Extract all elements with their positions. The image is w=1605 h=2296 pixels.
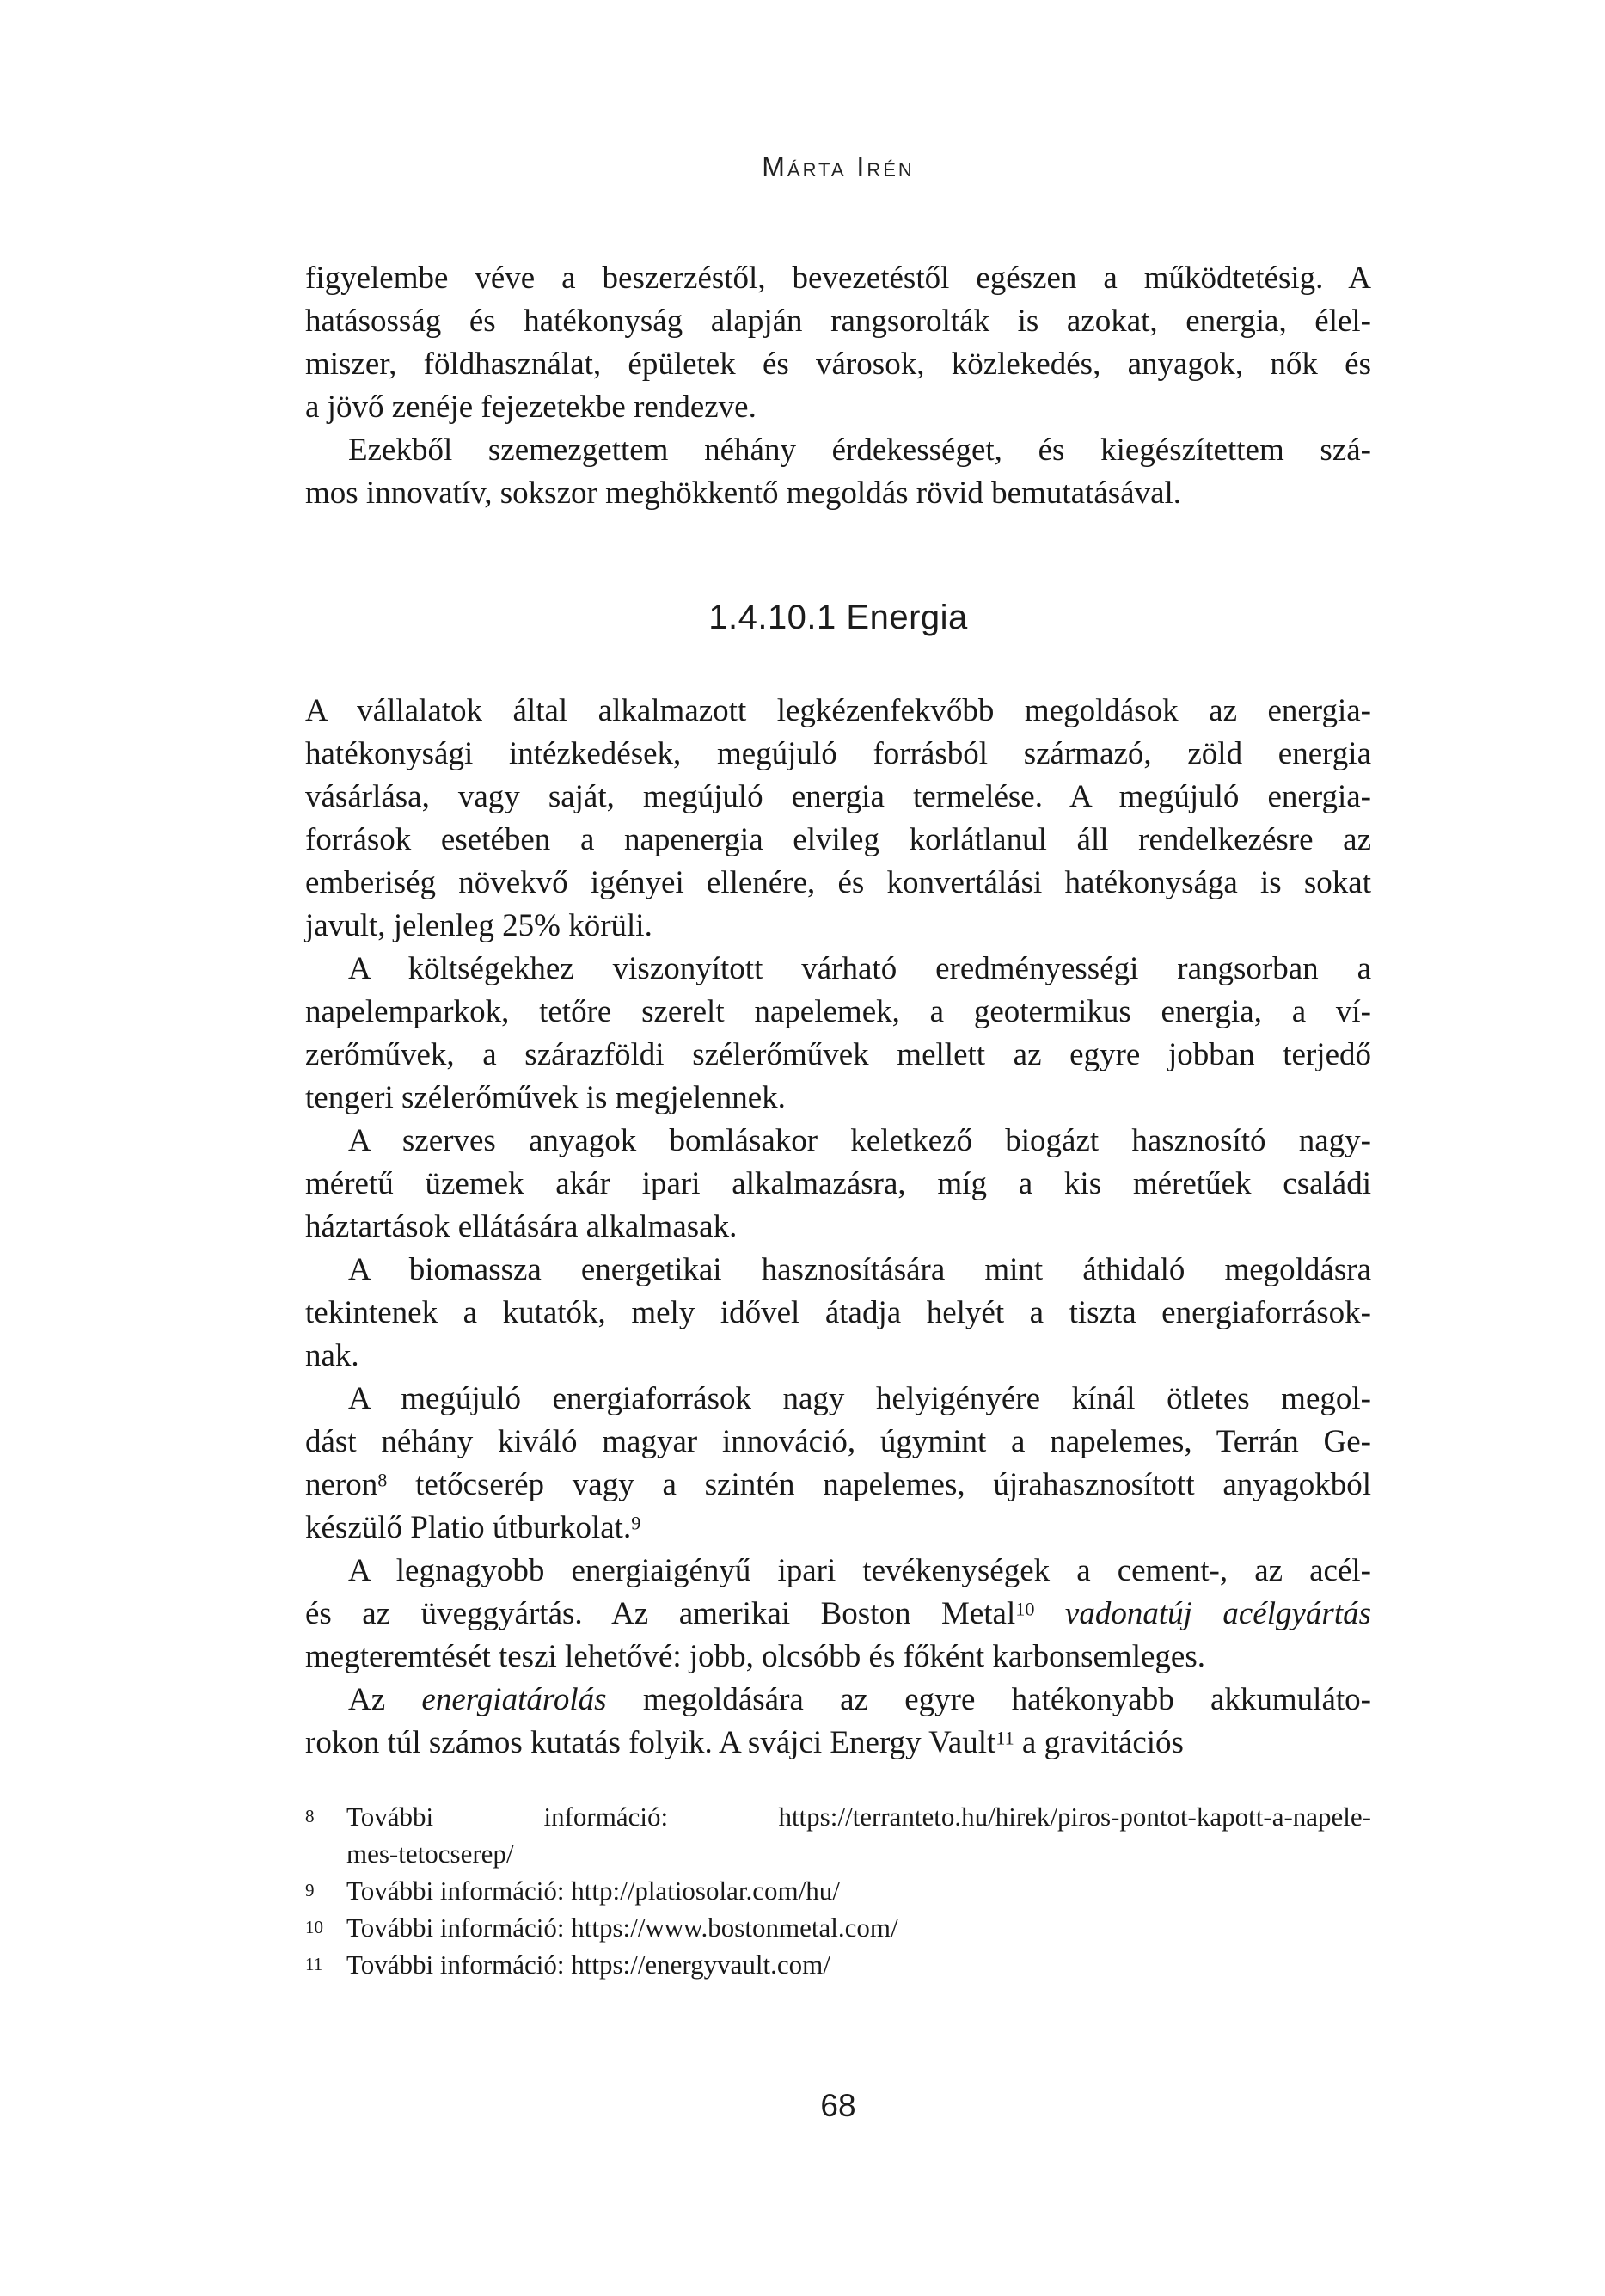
text-line: A szerves anyagok bomlásakor keletkező biogázt hasznosító nagy- (348, 1123, 1371, 1158)
text-line: A vállalatok által alkalmazott legkézenfekvőbb megoldások az energia- (305, 693, 1371, 728)
text-line: rokon túl számos kutatás folyik. A svájci Energy Vault$^{11}$ a gravitációs (305, 1725, 1184, 1760)
footnote-reference: 9 (631, 1512, 641, 1534)
text-line: mes-tetocserep/ (346, 1839, 514, 1869)
footnote-reference: 11 (995, 1727, 1014, 1749)
intro-paragraphs (305, 257, 1371, 515)
paragraph (305, 257, 1371, 429)
text-line: vásárlása, vagy saját, megújuló energia termelése. A megújuló energia- (305, 779, 1371, 814)
paragraph (305, 1378, 1371, 1550)
text-line: és az üveggyártás. Az amerikai Boston Metal$^{10}$ vadonatúj acélgyártás (305, 1596, 1372, 1631)
footnote-text (346, 1909, 1371, 1946)
text-line: tekintenek a kutatók, mely idővel átadja helyét a tiszta energiaforrások- (305, 1295, 1371, 1330)
text-line: Az energiatárolás megoldására az egyre hatékonyabb akkumuláto- (348, 1682, 1371, 1717)
text-line: miszer, földhasználat, épületek és városok, közlekedés, anyagok, nők és (305, 347, 1371, 382)
footnote-number: 10 (305, 1917, 323, 1937)
paragraph (305, 429, 1371, 515)
text-line: források esetében a napenergia elvileg korlátlanul áll rendelkezésre az (305, 822, 1371, 857)
text-line: javult, jelenleg 25% körüli. (305, 908, 652, 943)
text-line: További információ: https://www.bostonmetal.com/ (346, 1912, 898, 1943)
text-line: zerőművek, a szárazföldi szélerőművek mellett az egyre jobban terjedő (305, 1037, 1371, 1072)
paragraph (305, 1249, 1371, 1378)
text-line: napelemparkok, tetőre szerelt napelemek, a geotermikus energia, a ví- (305, 994, 1371, 1029)
footnote (305, 1798, 1371, 1872)
text-line: a jövő zenéje fejezetekbe rendezve. (305, 390, 757, 425)
footnote (305, 1872, 1371, 1909)
text-line: háztartások ellátására alkalmasak. (305, 1209, 738, 1244)
paragraph (305, 1679, 1371, 1765)
text-line: A legnagyobb energiaigényű ipari tevékenységek a cement-, az acél- (348, 1553, 1371, 1588)
footnote-reference: 8 (377, 1469, 388, 1491)
text-line: mos innovatív, sokszor meghökkentő megoldás rövid bemutatásával. (305, 476, 1182, 511)
text-line: neron$^8$ tetőcserép vagy a szintén napelemes, újrahasznosított anyagokból (305, 1467, 1371, 1502)
footnote-text (346, 1946, 1371, 1983)
text-line: készülő Platio útburkolat.$^9$ (305, 1510, 641, 1545)
footnote-number: 8 (305, 1806, 315, 1826)
footnote-text (346, 1872, 1371, 1909)
text-line: megteremtését teszi lehetővé: jobb, olcsóbb és főként karbonsemleges. (305, 1639, 1205, 1674)
text-line: További információ: https://energyvault.com/ (346, 1949, 830, 1980)
footnote (305, 1946, 1371, 1983)
paragraph (305, 948, 1371, 1120)
text-line: További információ: https://terranteto.hu/hirek/piros-pontot-kapott-a-napele- (346, 1802, 1371, 1832)
footnote (305, 1909, 1371, 1946)
paragraph (305, 690, 1371, 948)
text-line: méretű üzemek akár ipari alkalmazásra, míg a kis méretűek családi (305, 1166, 1371, 1201)
body-text (305, 257, 1371, 1765)
text-line: dást néhány kiváló magyar innováció, úgymint a napelemes, Terrán Ge- (305, 1424, 1371, 1459)
text-line: figyelembe véve a beszerzéstől, bevezetéstől egészen a működtetésig. A (305, 261, 1371, 296)
text-line: hatásosság és hatékonyság alapján rangsorolták is azokat, energia, élel- (305, 304, 1371, 339)
text-line: A költségekhez viszonyított várható eredményességi rangsorban a (348, 951, 1371, 986)
text-line: tengeri szélerőművek is megjelennek. (305, 1080, 786, 1115)
text-line: hatékonysági intézkedések, megújuló forrásból származó, zöld energia (305, 736, 1371, 771)
footnote-number: 11 (305, 1954, 323, 1974)
footnote-reference: 10 (1015, 1598, 1035, 1620)
text-line: A biomassza energetikai hasznosítására mint áthidaló megoldásra (348, 1252, 1371, 1287)
footnote-number: 9 (305, 1880, 315, 1900)
text-line: nak. (305, 1338, 359, 1373)
footnotes (305, 1798, 1371, 1983)
paragraph (305, 1550, 1371, 1679)
section-paragraphs (305, 690, 1371, 1765)
text-line: Ezekből szemezgettem néhány érdekességet, és kiegészítettem szá- (348, 433, 1371, 468)
section-heading: 1.4.10.1 Energia (708, 599, 968, 636)
text-line: További információ: http://platiosolar.com/hu/ (346, 1875, 840, 1906)
running-header: Márta Irén (762, 151, 915, 182)
paragraph (305, 1120, 1371, 1249)
footnote-text (346, 1798, 1371, 1872)
text-line: emberiség növekvő igényei ellenére, és konvertálási hatékonysága is sokat (305, 865, 1371, 900)
text-line: A megújuló energiaforrások nagy helyigényére kínál ötletes megol- (348, 1381, 1371, 1416)
page-number: 68 (820, 2088, 856, 2123)
